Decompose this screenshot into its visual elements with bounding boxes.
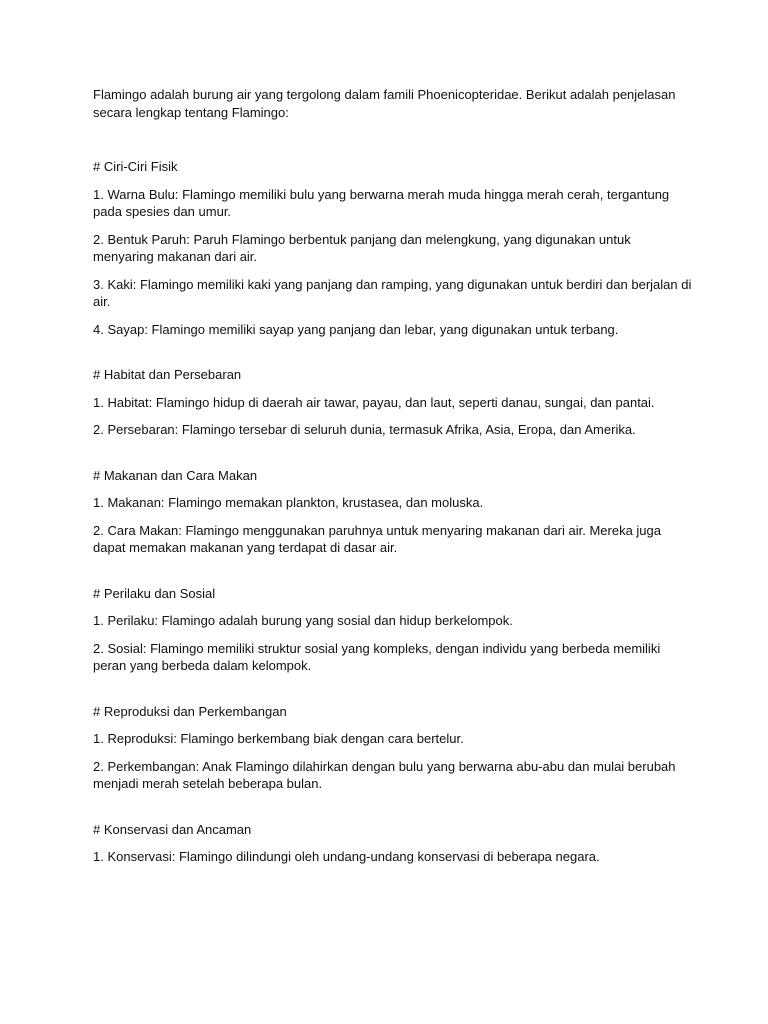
list-item: 4. Sayap: Flamingo memiliki sayap yang panjang dan lebar, yang digunakan untuk terbang. [93, 321, 619, 337]
list-item: 1. Habitat: Flamingo hidup di daerah air tawar, payau, dan laut, seperti danau, sungai, dan pantai. [93, 394, 655, 410]
section-heading: # Konservasi dan Ancaman [93, 821, 252, 837]
section-ciri-fisik [93, 158, 693, 338]
list-item: 2. Sosial: Flamingo memiliki struktur sosial yang kompleks, dengan individu yang berbeda memiliki peran yang berbeda dalam kelompok. [93, 640, 661, 673]
section-reproduksi [93, 703, 693, 793]
section-heading: # Reproduksi dan Perkembangan [93, 703, 287, 719]
list-item: 1. Makanan: Flamingo memakan plankton, krustasea, dan moluska. [93, 495, 484, 510]
section-makanan [93, 467, 693, 557]
list-item: 3. Kaki: Flamingo memiliki kaki yang panjang dan ramping, yang digunakan untuk berdiri dan berjalan di air. [93, 276, 692, 309]
section-konservasi [93, 821, 693, 866]
list-item: 1. Reproduksi: Flamingo berkembang biak dengan cara bertelur. [93, 731, 464, 746]
list-item: 1. Perilaku: Flamingo adalah burung yang sosial dan hidup berkelompok. [93, 613, 513, 628]
document-page [93, 86, 693, 894]
list-item: 2. Bentuk Paruh: Paruh Flamingo berbentuk panjang dan melengkung, yang digunakan untuk menyaring makanan dari air. [93, 231, 631, 264]
list-item: 2. Persebaran: Flamingo tersebar di seluruh dunia, termasuk Afrika, Asia, Eropa, dan Amerika. [93, 422, 636, 437]
section-perilaku [93, 585, 693, 675]
section-habitat [93, 366, 693, 439]
list-item: 2. Cara Makan: Flamingo menggunakan paruhnya untuk menyaring makanan dari air. Mereka juga dapat memakan makanan yang terdapat di dasar air. [93, 522, 661, 555]
section-heading: # Habitat dan Persebaran [93, 367, 242, 382]
section-heading: # Perilaku dan Sosial [93, 585, 216, 601]
list-item: 1. Warna Bulu: Flamingo memiliki bulu yang berwarna merah muda hingga merah cerah, tergantung pada spesies dan umur. [93, 186, 670, 219]
list-item: 1. Konservasi: Flamingo dilindungi oleh undang-undang konservasi di beberapa negara. [93, 849, 600, 864]
section-heading: # Ciri-Ciri Fisik [93, 159, 178, 174]
section-heading: # Makanan dan Cara Makan [93, 467, 258, 483]
list-item: 2. Perkembangan: Anak Flamingo dilahirkan dengan bulu yang berwarna abu-abu dan mulai berubah menjadi merah setelah beberapa bulan. [93, 758, 676, 791]
intro-paragraph: Flamingo adalah burung air yang tergolong dalam famili Phoenicopteridae. Berikut adalah penjelasan secara lengkap tentang Flamingo: [93, 87, 676, 120]
